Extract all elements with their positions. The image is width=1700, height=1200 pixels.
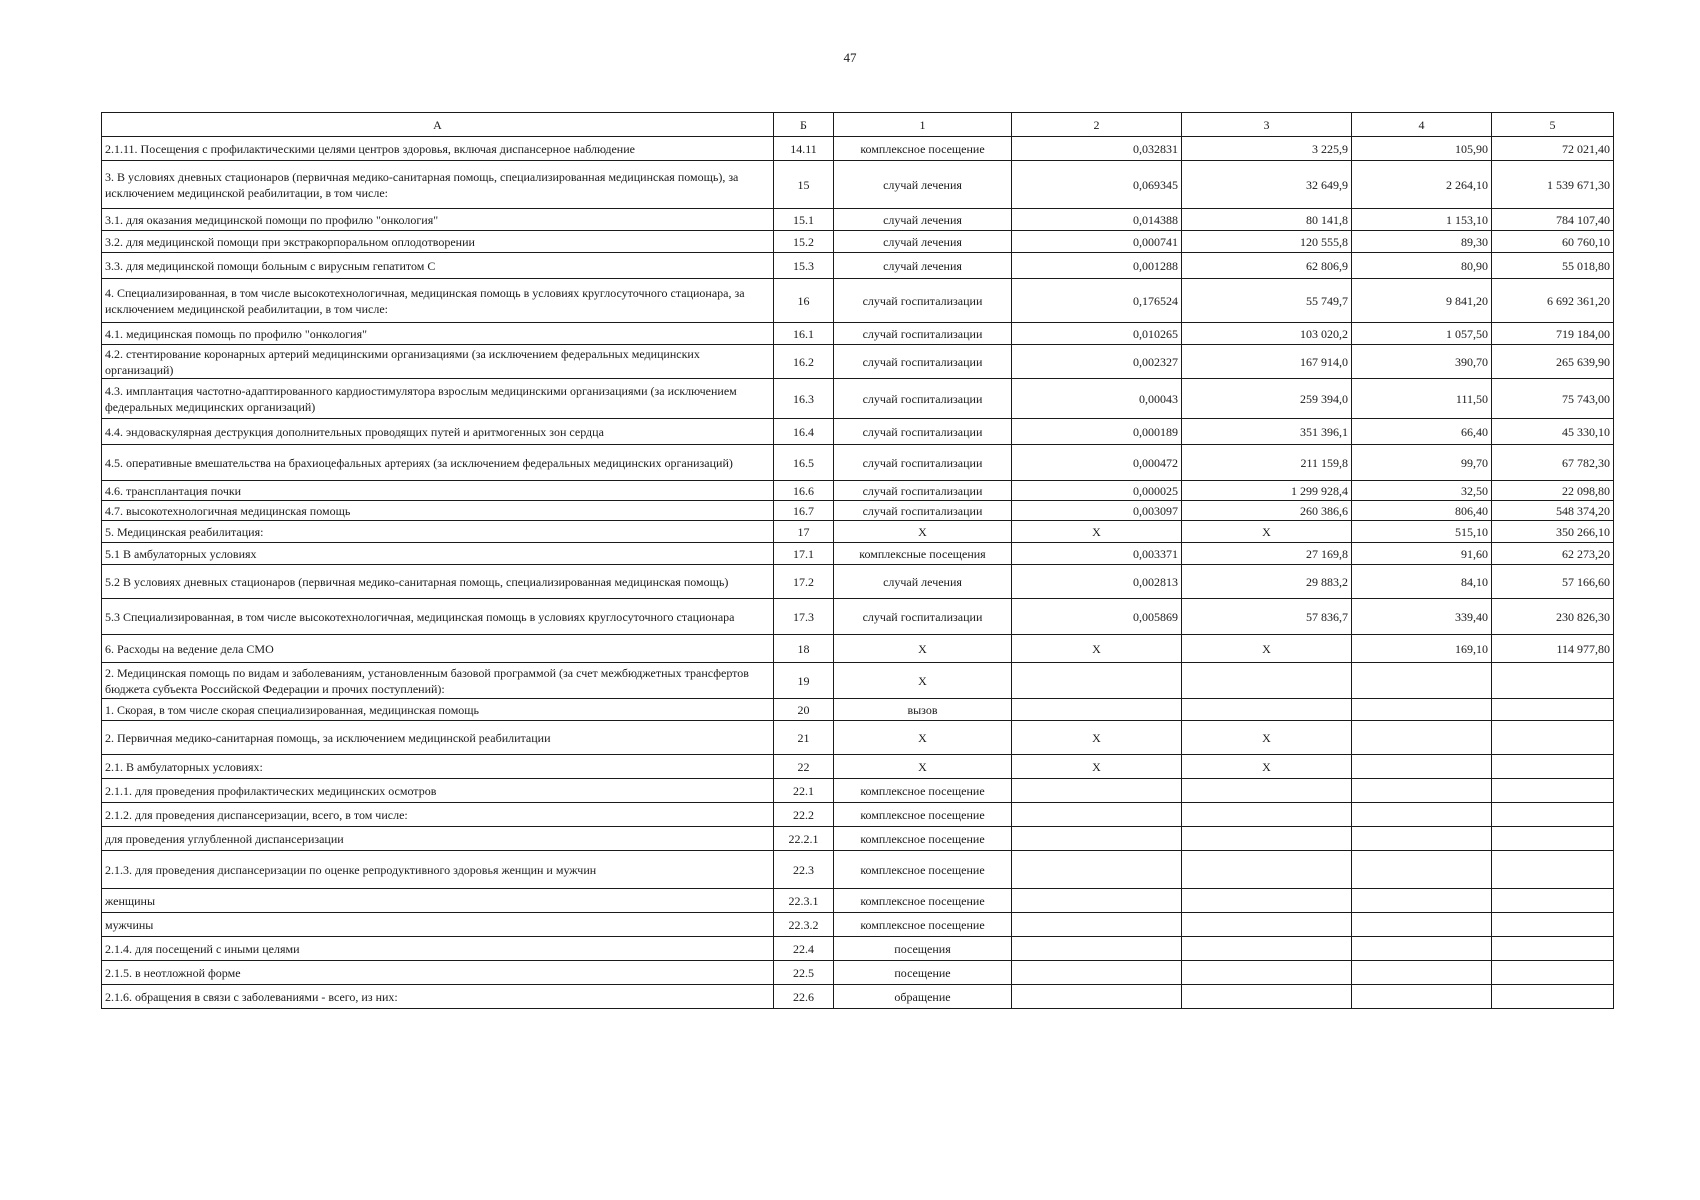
cell-per-capita	[1352, 913, 1492, 937]
cell-per-capita	[1352, 699, 1492, 721]
cell-total: 57 166,60	[1492, 565, 1614, 599]
cell-per-capita: 105,90	[1352, 137, 1492, 161]
cell-cost-norm	[1182, 913, 1352, 937]
cell-per-capita: 390,70	[1352, 345, 1492, 379]
cell-indicator: мужчины	[102, 913, 774, 937]
cell-volume-norm: 0,000025	[1012, 481, 1182, 501]
cell-unit: случай госпитализации	[834, 419, 1012, 445]
cell-total: 75 743,00	[1492, 379, 1614, 419]
cell-cost-norm	[1182, 699, 1352, 721]
cell-indicator: 2.1.11. Посещения с профилактическими целями центров здоровья, включая диспансерное наблюдение	[102, 137, 774, 161]
cell-unit: случай госпитализации	[834, 445, 1012, 481]
cell-unit: X	[834, 663, 1012, 699]
cell-row-code: 16.4	[774, 419, 834, 445]
cell-cost-norm: 32 649,9	[1182, 161, 1352, 209]
cell-per-capita: 111,50	[1352, 379, 1492, 419]
cell-row-code: 22.2	[774, 803, 834, 827]
cell-row-code: 14.11	[774, 137, 834, 161]
table-row	[102, 231, 1614, 253]
cell-cost-norm	[1182, 803, 1352, 827]
cell-indicator: 2.1.1. для проведения профилактических медицинских осмотров	[102, 779, 774, 803]
column-header-2: 2	[1012, 113, 1182, 137]
cell-unit: случай госпитализации	[834, 323, 1012, 345]
cell-row-code: 20	[774, 699, 834, 721]
cell-row-code: 22.1	[774, 779, 834, 803]
cell-unit: комплексное посещение	[834, 137, 1012, 161]
cell-indicator: 2.1.2. для проведения диспансеризации, всего, в том числе:	[102, 803, 774, 827]
cell-total	[1492, 699, 1614, 721]
cell-cost-norm: 80 141,8	[1182, 209, 1352, 231]
cell-cost-norm: 167 914,0	[1182, 345, 1352, 379]
cell-cost-norm	[1182, 937, 1352, 961]
table-row	[102, 827, 1614, 851]
cell-volume-norm	[1012, 985, 1182, 1009]
cell-indicator: 5.1 В амбулаторных условиях	[102, 543, 774, 565]
table-row	[102, 137, 1614, 161]
cell-total: 72 021,40	[1492, 137, 1614, 161]
cell-per-capita: 2 264,10	[1352, 161, 1492, 209]
cell-unit: комплексные посещения	[834, 543, 1012, 565]
column-header-a: А	[102, 113, 774, 137]
cell-unit: посещения	[834, 937, 1012, 961]
cell-cost-norm: 27 169,8	[1182, 543, 1352, 565]
cell-unit: X	[834, 721, 1012, 755]
cell-cost-norm: 103 020,2	[1182, 323, 1352, 345]
cell-per-capita: 9 841,20	[1352, 279, 1492, 323]
cell-volume-norm: 0,005869	[1012, 599, 1182, 635]
cell-volume-norm: 0,014388	[1012, 209, 1182, 231]
cell-indicator: 2.1.4. для посещений с иными целями	[102, 937, 774, 961]
cell-row-code: 22.3	[774, 851, 834, 889]
cell-unit: комплексное посещение	[834, 889, 1012, 913]
cell-per-capita	[1352, 827, 1492, 851]
cell-row-code: 22	[774, 755, 834, 779]
cell-indicator: 3. В условиях дневных стационаров (первичная медико-санитарная помощь, специализированная медицинская помощь), за исключением медицинской реабилитации, в том числе:	[102, 161, 774, 209]
cell-row-code: 16.3	[774, 379, 834, 419]
cell-volume-norm	[1012, 803, 1182, 827]
column-header-4: 4	[1352, 113, 1492, 137]
cell-per-capita: 84,10	[1352, 565, 1492, 599]
cell-unit: случай лечения	[834, 209, 1012, 231]
table-row	[102, 279, 1614, 323]
cell-indicator: 2.1.6. обращения в связи с заболеваниями - всего, из них:	[102, 985, 774, 1009]
cell-total	[1492, 937, 1614, 961]
cell-cost-norm	[1182, 663, 1352, 699]
cell-indicator: 4.7. высокотехнологичная медицинская помощь	[102, 501, 774, 521]
cell-volume-norm: X	[1012, 635, 1182, 663]
cell-indicator: 5. Медицинская реабилитация:	[102, 521, 774, 543]
cell-indicator: 2.1.3. для проведения диспансеризации по оценке репродуктивного здоровья женщин и мужчин	[102, 851, 774, 889]
cell-indicator: 5.3 Специализированная, в том числе высокотехнологичная, медицинская помощь в условиях круглосуточного стационара	[102, 599, 774, 635]
column-header-1: 1	[834, 113, 1012, 137]
cell-volume-norm: X	[1012, 721, 1182, 755]
cell-cost-norm: 120 555,8	[1182, 231, 1352, 253]
cell-total: 45 330,10	[1492, 419, 1614, 445]
cell-cost-norm	[1182, 889, 1352, 913]
cell-indicator: 4.1. медицинская помощь по профилю "онкология"	[102, 323, 774, 345]
cell-unit: комплексное посещение	[834, 803, 1012, 827]
cell-indicator: 4. Специализированная, в том числе высокотехнологичная, медицинская помощь в условиях круглосуточного стационара, за исключением медицинской реабилитации, в том числе:	[102, 279, 774, 323]
cell-per-capita: 1 153,10	[1352, 209, 1492, 231]
cell-indicator: 2.1.5. в неотложной форме	[102, 961, 774, 985]
cell-total: 350 266,10	[1492, 521, 1614, 543]
cell-cost-norm: X	[1182, 521, 1352, 543]
cell-row-code: 17.3	[774, 599, 834, 635]
cell-unit: случай лечения	[834, 253, 1012, 279]
cell-unit: случай госпитализации	[834, 599, 1012, 635]
cell-per-capita	[1352, 985, 1492, 1009]
cell-row-code: 22.3.2	[774, 913, 834, 937]
cell-unit: X	[834, 521, 1012, 543]
cell-total	[1492, 913, 1614, 937]
column-header-5: 5	[1492, 113, 1614, 137]
cell-total	[1492, 851, 1614, 889]
cell-indicator: 2.1. В амбулаторных условиях:	[102, 755, 774, 779]
cell-unit: комплексное посещение	[834, 851, 1012, 889]
cell-cost-norm	[1182, 779, 1352, 803]
cell-per-capita	[1352, 961, 1492, 985]
cell-volume-norm	[1012, 913, 1182, 937]
cell-cost-norm: 260 386,6	[1182, 501, 1352, 521]
cell-volume-norm: X	[1012, 755, 1182, 779]
cell-indicator: 4.3. имплантация частотно-адаптированного кардиостимулятора взрослым медицинскими организациями (за исключением федеральных медицинских организаций)	[102, 379, 774, 419]
cell-volume-norm: 0,010265	[1012, 323, 1182, 345]
cell-total	[1492, 985, 1614, 1009]
cell-indicator: 3.3. для медицинской помощи больным с вирусным гепатитом С	[102, 253, 774, 279]
cell-unit: случай госпитализации	[834, 279, 1012, 323]
cell-cost-norm: 62 806,9	[1182, 253, 1352, 279]
cell-per-capita: 66,40	[1352, 419, 1492, 445]
cell-total: 60 760,10	[1492, 231, 1614, 253]
cell-row-code: 15.3	[774, 253, 834, 279]
cell-indicator: женщины	[102, 889, 774, 913]
cell-total: 62 273,20	[1492, 543, 1614, 565]
cell-unit: посещение	[834, 961, 1012, 985]
table-row	[102, 755, 1614, 779]
cell-volume-norm: 0,000741	[1012, 231, 1182, 253]
cell-indicator: 4.5. оперативные вмешательства на брахиоцефальных артериях (за исключением федеральных медицинских организаций)	[102, 445, 774, 481]
cell-total: 6 692 361,20	[1492, 279, 1614, 323]
cell-cost-norm	[1182, 851, 1352, 889]
table-row	[102, 323, 1614, 345]
cell-row-code: 15	[774, 161, 834, 209]
table-row	[102, 565, 1614, 599]
cell-volume-norm: 0,000189	[1012, 419, 1182, 445]
cell-total: 230 826,30	[1492, 599, 1614, 635]
cell-volume-norm: 0,003371	[1012, 543, 1182, 565]
cell-total	[1492, 721, 1614, 755]
cell-volume-norm	[1012, 937, 1182, 961]
cell-unit: случай лечения	[834, 161, 1012, 209]
table-row	[102, 521, 1614, 543]
table-row	[102, 803, 1614, 827]
cell-total	[1492, 803, 1614, 827]
cell-indicator: 4.4. эндоваскулярная деструкция дополнительных проводящих путей и аритмогенных зон сердца	[102, 419, 774, 445]
table-row	[102, 345, 1614, 379]
table-row	[102, 161, 1614, 209]
cell-row-code: 16.7	[774, 501, 834, 521]
cell-volume-norm	[1012, 851, 1182, 889]
cell-per-capita: 89,30	[1352, 231, 1492, 253]
column-header-b: Б	[774, 113, 834, 137]
cell-cost-norm: 211 159,8	[1182, 445, 1352, 481]
cell-volume-norm: 0,001288	[1012, 253, 1182, 279]
cell-per-capita	[1352, 851, 1492, 889]
cell-unit: X	[834, 755, 1012, 779]
cell-row-code: 17.2	[774, 565, 834, 599]
cell-indicator: 3.1. для оказания медицинской помощи по профилю "онкология"	[102, 209, 774, 231]
cell-cost-norm	[1182, 985, 1352, 1009]
cell-row-code: 16.6	[774, 481, 834, 501]
cell-indicator: для проведения углубленной диспансеризации	[102, 827, 774, 851]
cell-total: 55 018,80	[1492, 253, 1614, 279]
cell-total: 784 107,40	[1492, 209, 1614, 231]
cell-per-capita: 339,40	[1352, 599, 1492, 635]
table-body	[102, 137, 1614, 1009]
cell-total: 548 374,20	[1492, 501, 1614, 521]
cell-volume-norm: 0,002327	[1012, 345, 1182, 379]
cell-row-code: 22.2.1	[774, 827, 834, 851]
cell-per-capita: 806,40	[1352, 501, 1492, 521]
cell-total	[1492, 961, 1614, 985]
page-number: 47	[843, 50, 857, 65]
cell-unit: случай госпитализации	[834, 481, 1012, 501]
table-row	[102, 699, 1614, 721]
cell-unit: случай госпитализации	[834, 501, 1012, 521]
cell-cost-norm	[1182, 961, 1352, 985]
cell-cost-norm: 29 883,2	[1182, 565, 1352, 599]
table-row	[102, 889, 1614, 913]
table-row	[102, 961, 1614, 985]
cell-row-code: 22.6	[774, 985, 834, 1009]
table-row	[102, 379, 1614, 419]
cell-row-code: 16.5	[774, 445, 834, 481]
table-row	[102, 913, 1614, 937]
cell-cost-norm: 351 396,1	[1182, 419, 1352, 445]
table-row	[102, 543, 1614, 565]
cell-volume-norm	[1012, 827, 1182, 851]
cell-volume-norm: 0,003097	[1012, 501, 1182, 521]
cell-volume-norm: 0,176524	[1012, 279, 1182, 323]
cell-unit: комплексное посещение	[834, 779, 1012, 803]
cell-cost-norm: X	[1182, 755, 1352, 779]
table-row	[102, 851, 1614, 889]
cell-volume-norm: 0,000472	[1012, 445, 1182, 481]
table-header-row	[102, 113, 1614, 137]
cell-row-code: 22.3.1	[774, 889, 834, 913]
cell-total: 265 639,90	[1492, 345, 1614, 379]
cell-total: 22 098,80	[1492, 481, 1614, 501]
cell-per-capita	[1352, 889, 1492, 913]
cell-row-code: 22.4	[774, 937, 834, 961]
table-row	[102, 635, 1614, 663]
cell-volume-norm: 0,032831	[1012, 137, 1182, 161]
cell-per-capita: 99,70	[1352, 445, 1492, 481]
cell-unit: случай госпитализации	[834, 345, 1012, 379]
cell-row-code: 16.1	[774, 323, 834, 345]
table-row	[102, 985, 1614, 1009]
data-table	[101, 112, 1614, 1009]
cell-row-code: 15.1	[774, 209, 834, 231]
cell-per-capita	[1352, 937, 1492, 961]
table-row	[102, 445, 1614, 481]
cell-cost-norm: X	[1182, 635, 1352, 663]
cell-total: 719 184,00	[1492, 323, 1614, 345]
cell-volume-norm	[1012, 961, 1182, 985]
table-row	[102, 253, 1614, 279]
cell-row-code: 16.2	[774, 345, 834, 379]
cell-per-capita	[1352, 803, 1492, 827]
cell-cost-norm: X	[1182, 721, 1352, 755]
table-row	[102, 419, 1614, 445]
cell-unit: комплексное посещение	[834, 913, 1012, 937]
table-row	[102, 937, 1614, 961]
cell-volume-norm: 0,002813	[1012, 565, 1182, 599]
cell-total	[1492, 663, 1614, 699]
table-row	[102, 209, 1614, 231]
cell-cost-norm: 57 836,7	[1182, 599, 1352, 635]
cell-row-code: 18	[774, 635, 834, 663]
cell-cost-norm: 1 299 928,4	[1182, 481, 1352, 501]
cell-row-code: 22.5	[774, 961, 834, 985]
cell-unit: случай лечения	[834, 565, 1012, 599]
cell-total: 67 782,30	[1492, 445, 1614, 481]
cell-row-code: 15.2	[774, 231, 834, 253]
cell-per-capita	[1352, 663, 1492, 699]
cell-volume-norm	[1012, 699, 1182, 721]
cell-total: 114 977,80	[1492, 635, 1614, 663]
cell-total	[1492, 779, 1614, 803]
cell-indicator: 2. Первичная медико-санитарная помощь, за исключением медицинской реабилитации	[102, 721, 774, 755]
cell-per-capita	[1352, 779, 1492, 803]
cell-indicator: 4.6. трансплантация почки	[102, 481, 774, 501]
table-row	[102, 663, 1614, 699]
cell-row-code: 21	[774, 721, 834, 755]
cell-total: 1 539 671,30	[1492, 161, 1614, 209]
cell-total	[1492, 889, 1614, 913]
cell-total	[1492, 755, 1614, 779]
cell-volume-norm: 0,069345	[1012, 161, 1182, 209]
cell-volume-norm	[1012, 889, 1182, 913]
cell-per-capita: 32,50	[1352, 481, 1492, 501]
cell-unit: X	[834, 635, 1012, 663]
cell-row-code: 16	[774, 279, 834, 323]
cell-volume-norm: 0,00043	[1012, 379, 1182, 419]
cell-indicator: 4.2. стентирование коронарных артерий медицинскими организациями (за исключением федеральных медицинских организаций)	[102, 345, 774, 379]
cell-unit: вызов	[834, 699, 1012, 721]
cell-cost-norm: 3 225,9	[1182, 137, 1352, 161]
cell-row-code: 19	[774, 663, 834, 699]
cell-total	[1492, 827, 1614, 851]
cell-unit: случай лечения	[834, 231, 1012, 253]
table-row	[102, 501, 1614, 521]
cell-cost-norm: 55 749,7	[1182, 279, 1352, 323]
cell-volume-norm	[1012, 663, 1182, 699]
cell-row-code: 17.1	[774, 543, 834, 565]
cell-per-capita: 169,10	[1352, 635, 1492, 663]
table-row	[102, 721, 1614, 755]
cell-indicator: 3.2. для медицинской помощи при экстракорпоральном оплодотворении	[102, 231, 774, 253]
cell-unit: комплексное посещение	[834, 827, 1012, 851]
cell-volume-norm: X	[1012, 521, 1182, 543]
cell-cost-norm: 259 394,0	[1182, 379, 1352, 419]
cell-row-code: 17	[774, 521, 834, 543]
table-row	[102, 481, 1614, 501]
cell-volume-norm	[1012, 779, 1182, 803]
table-row	[102, 599, 1614, 635]
cell-indicator: 1. Скорая, в том числе скорая специализированная, медицинская помощь	[102, 699, 774, 721]
cell-per-capita	[1352, 755, 1492, 779]
cell-unit: обращение	[834, 985, 1012, 1009]
cell-unit: случай госпитализации	[834, 379, 1012, 419]
table-row	[102, 779, 1614, 803]
cell-cost-norm	[1182, 827, 1352, 851]
column-header-3: 3	[1182, 113, 1352, 137]
cell-per-capita: 91,60	[1352, 543, 1492, 565]
cell-indicator: 5.2 В условиях дневных стационаров (первичная медико-санитарная помощь, специализированная медицинская помощь)	[102, 565, 774, 599]
cell-per-capita: 515,10	[1352, 521, 1492, 543]
cell-per-capita: 80,90	[1352, 253, 1492, 279]
cell-per-capita	[1352, 721, 1492, 755]
cell-indicator: 2. Медицинская помощь по видам и заболеваниям, установленным базовой программой (за счет межбюджетных трансфертов бюджета субъекта Российской Федерации и прочих поступлений):	[102, 663, 774, 699]
cell-per-capita: 1 057,50	[1352, 323, 1492, 345]
cell-indicator: 6. Расходы на ведение дела СМО	[102, 635, 774, 663]
